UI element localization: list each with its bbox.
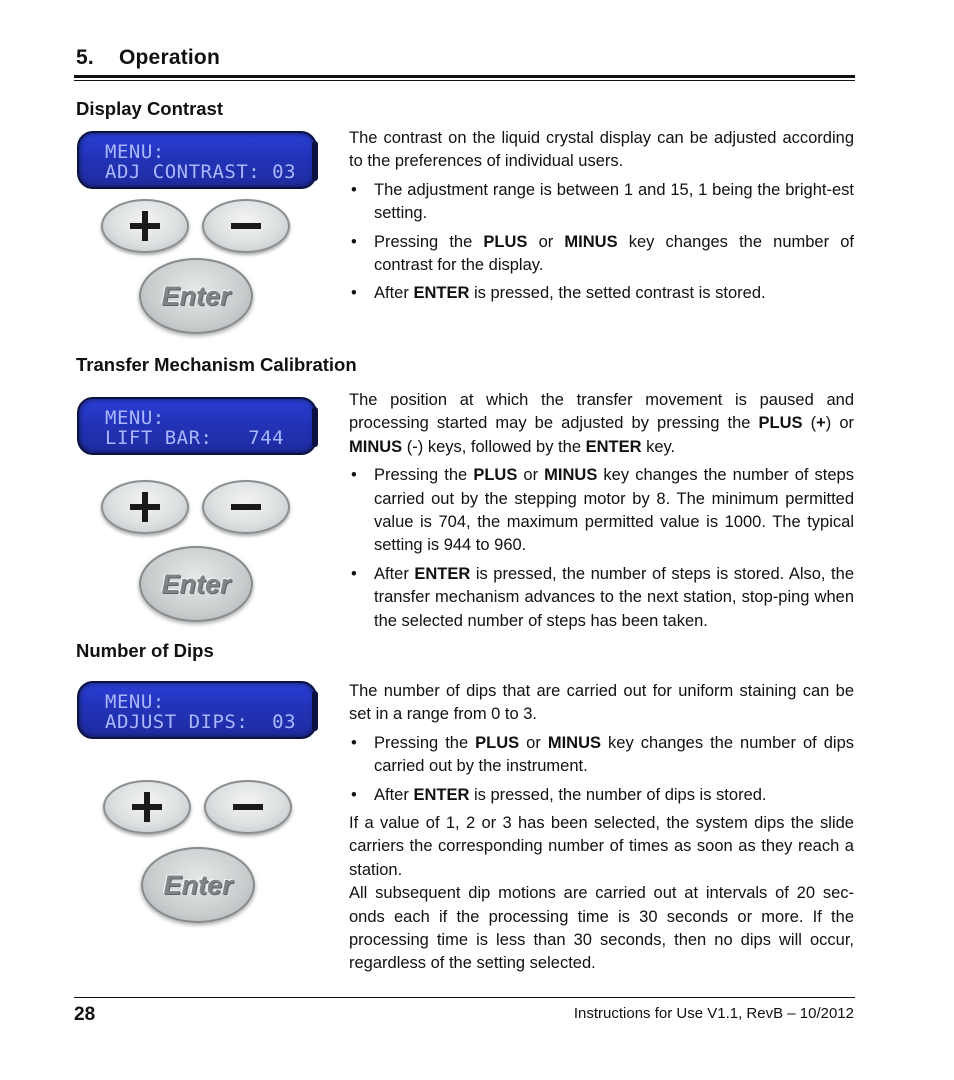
number-of-dips-intro: The number of dips that are carried out for uniform staining can be set in a range from 0 to 3. [349, 682, 854, 724]
display-contrast-intro: The contrast on the liquid crystal display can be adjusted according to the preferences of individual users. [349, 129, 854, 171]
page-number: 28 [74, 1004, 96, 1025]
enter-key-label: Enter [161, 280, 231, 311]
lcd-bezel-edge [312, 691, 318, 731]
number-of-dips-paragraph-2: All subsequent dip motions are carried out at intervals of 20 sec-onds each if the processing time is 30 seconds or more. If the processing time is less than 30 seconds, then no dips will occur, regardless of the setting selected. [349, 884, 854, 973]
enter-key-label: Enter [163, 869, 233, 900]
section-title-display-contrast: Display Contrast [76, 98, 224, 119]
lcd-line-1: MENU: [105, 407, 165, 429]
transfer-calibration-bullets [349, 464, 854, 633]
plus-key [103, 780, 191, 834]
header-rule-thin [74, 80, 855, 81]
chapter-number: 5. [76, 46, 94, 69]
section-title-transfer-calibration: Transfer Mechanism Calibration [76, 354, 357, 375]
enter-key [139, 258, 253, 334]
minus-key [204, 780, 292, 834]
display-contrast-text [349, 127, 854, 306]
list-item: • Pressing the PLUS or MINUS key changes the number of dips carried out by the instrument. [349, 732, 854, 779]
chapter-heading [76, 46, 220, 70]
list-item: • Pressing the PLUS or MINUS key changes the number of steps carried out by the stepping motor by 8. The minimum permitted value is 704, the maximum permitted value is 1000. The typical setting is 944 to 960. [349, 464, 854, 558]
list-item: • After ENTER is pressed, the number of dips is stored. [349, 784, 854, 807]
plus-key [101, 480, 189, 534]
list-item: • After ENTER is pressed, the number of steps is stored. Also, the transfer mechanism advances to the next station, stop-ping when the selected number of steps has been taken. [349, 563, 854, 633]
lcd-bezel-edge [312, 141, 318, 181]
lcd-line-2: ADJ CONTRAST: 03 [105, 161, 297, 183]
minus-icon [229, 209, 263, 243]
display-contrast-bullets [349, 179, 854, 306]
lcd-line-1: MENU: [105, 691, 165, 713]
number-of-dips-paragraph-1: If a value of 1, 2 or 3 has been selected, the system dips the slide carriers the corresponding number of times as soon as they reach a station. [349, 814, 854, 879]
chapter-title: Operation [119, 46, 220, 69]
minus-key [202, 480, 290, 534]
plus-icon [128, 209, 162, 243]
lcd-line-1: MENU: [105, 141, 165, 163]
minus-icon [231, 790, 265, 824]
plus-key [101, 199, 189, 253]
document-version: Instructions for Use V1.1, RevB – 10/2012 [573, 1005, 854, 1022]
number-of-dips-text [349, 680, 854, 976]
section-title-number-of-dips: Number of Dips [76, 640, 214, 661]
list-item: • The adjustment range is between 1 and 15, 1 being the bright-est setting. [349, 179, 854, 226]
lcd-display-contrast [77, 131, 317, 189]
lcd-line-2: ADJUST DIPS: 03 [105, 711, 297, 733]
footer-rule [74, 997, 855, 998]
minus-key [202, 199, 290, 253]
transfer-calibration-text [349, 389, 854, 633]
lcd-line-2: LIFT BAR: 744 [105, 427, 285, 449]
plus-icon [130, 790, 164, 824]
enter-key [141, 847, 255, 923]
plus-icon [128, 490, 162, 524]
list-item: • After ENTER is pressed, the setted contrast is stored. [349, 282, 854, 305]
header-rule [74, 75, 855, 78]
number-of-dips-bullets [349, 732, 854, 807]
lcd-bezel-edge [312, 407, 318, 447]
minus-icon [229, 490, 263, 524]
enter-key-label: Enter [161, 568, 231, 599]
transfer-calibration-intro: The position at which the transfer movement is paused and processing started may be adjusted by pressing the PLUS (+) or MINUS (-) keys, followed by the ENTER key. [349, 391, 854, 456]
enter-key [139, 546, 253, 622]
lcd-number-of-dips [77, 681, 317, 739]
list-item: • Pressing the PLUS or MINUS key changes the number of contrast for the display. [349, 231, 854, 278]
lcd-transfer-calibration [77, 397, 317, 455]
